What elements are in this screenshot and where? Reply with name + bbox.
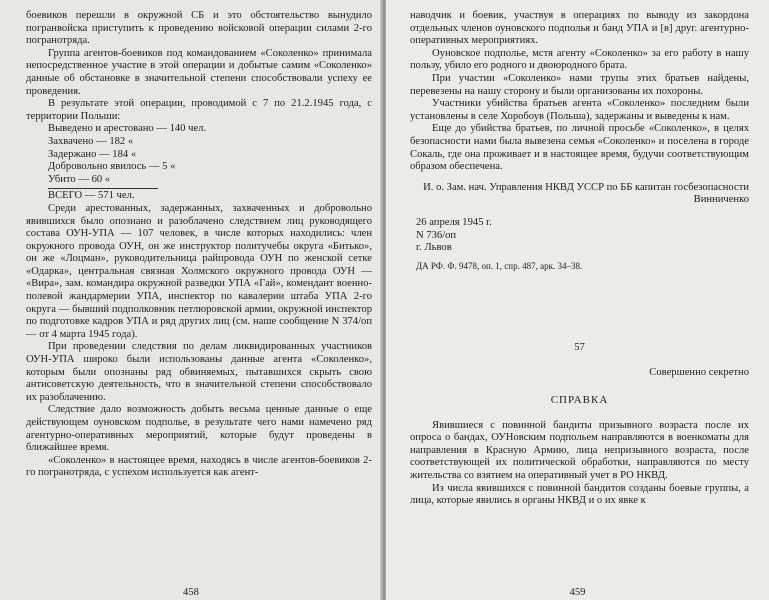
document-date: 26 апреля 1945 г. — [416, 216, 492, 228]
tally-item: Захвачено — 182 « — [48, 135, 134, 147]
document-number: N 736/оп — [416, 229, 457, 241]
right-paragraph-6: Явившиеся с повинной бандиты призывного возраста после их опроса о бандах, ОУНовским подпольем направляются в военкоматы для направления в Красную Армию, лица непризывного возраста, после соответствующей их политической обработки, направляются по месту жительства со взятием на оперативный учет в РО НКВД. — [410, 419, 749, 482]
left-paragraph-7: «Соколенко» в настоящее время, находясь в числе агентов-боевиков 2-го погранотряда, с успехом используется как агент- — [26, 454, 372, 479]
signature-block: И. о. Зам. нач. Управления НКВД УССР по ББ капитан госбезопасности Винниченко — [423, 181, 749, 206]
left-paragraph-1: боевиков перешли в окружной СБ и это обстоятельство вынудило погранвойска приступить к проведению войсковой операции силами 2-го погранотряда. — [26, 10, 372, 47]
archive-source: ДА РФ. Ф. 9478, оп. 1, спр. 487, арк. 34–38. — [416, 260, 583, 271]
page-number-left: 458 — [183, 587, 199, 598]
left-paragraph-6: Следствие дало возможность добыть весьма ценные данные о еще действующем оуновском подполье, в результате чего нами намечено ряд агентурно-оперативных мероприятий, которые будут проведены в ближайшее время. — [26, 404, 372, 454]
document-city: г. Львов — [416, 242, 452, 254]
left-paragraph-2: Группа агентов-боевиков под командованием «Соколенко» принимала непосредственное участие в этой операции и добытые самим «Соколенко» данные об обстановке в значительной степени способствовали успеху ее проведения. — [26, 47, 372, 97]
tally-item: Выведено и арестовано — 140 чел. — [48, 123, 207, 135]
classification-stamp: Совершенно секретно — [649, 366, 749, 378]
left-page — [0, 0, 382, 600]
right-paragraph-1: наводчик и боевик, участвуя в операциях по выводу из закордона отдельных членов оуновского подполья и банд УПА и [в] друг. агентурно-оперативных мероприятиях. — [410, 10, 749, 47]
document-sequence-number: 57 — [574, 341, 585, 353]
tally-item: Задержано — 184 « — [48, 148, 137, 160]
document-title: СПРАВКА — [550, 393, 609, 406]
right-page — [386, 0, 769, 600]
left-paragraph-3: В результате этой операции, проводимой с 7 по 21.2.1945 года, с территории Польши: — [26, 98, 372, 122]
right-paragraph-4: Участники убийства братьев агента «Соколенко» последним были установлены в селе Хоробоув (Польша), задержаны и выведены к нам. — [410, 98, 749, 122]
right-paragraph-2: Оуновское подполье, мстя агенту «Соколенко» за его работу в нашу пользу, убило его родного и двоюродного брата. — [410, 47, 749, 72]
page-number-right: 459 — [569, 587, 586, 598]
right-paragraph-5: Еще до убийства братьев, по личной просьбе «Соколенко», в целях безопасности нами была вывезена семья «Соколенко» и поселена в городе Сокаль, где она проживает и в настоящее время, будучи соответствующим образом обеспечена. — [410, 123, 749, 173]
tally-item: Добровольно явилось — 5 « — [48, 161, 176, 173]
left-paragraph-5: При проведении следствия по делам ликвидированных участников ОУН-УПА широко были использованы данные агента «Соколенко», которым были опознаны ряд обвиняемых, пытавшихся скрыть свою антисоветскую деятельность, что в значительной степени способствовало их разоблачению. — [26, 341, 372, 403]
left-paragraph-4: Среди арестованных, задержанных, захваченных и добровольно явившихся было опознано и разоблачено следствием лиц руководящего состава ОУН-УПА — 107 человек, в числе которых находились: член окружного провода ОУН, он же инструктор политучебы округа «Битько», он же «Лоцман», руководительница райпровода ОУН по женской сетке «Одарка», центральная связная Холмского окружного провода ОУН — «Вира», зам. командира окружной разведки УПА «Гай», комендант военно-полевой жандармерии УПА, инспектор по кавалерии штаба УПА 2-го округа — бывший подполковник петлюровской армии, окружной инспектор по подготовке кадров УПА и ряд других лиц (см. наше сообщение N 374/оп — от 4 марта 1945 года). — [26, 202, 372, 340]
right-paragraph-7: Из числа явившихся с повинной бандитов созданы боевые группы, а лица, которые явились в органы НКВД и о их явке к — [410, 482, 749, 507]
tally-total: ВСЕГО — 571 чел. — [48, 190, 135, 202]
tally-list — [26, 123, 372, 186]
total-divider — [48, 188, 158, 189]
right-paragraph-3: При участии «Соколенко» нами трупы этих братьев найдены, перевезены на нашу сторону и были организованы их похороны. — [410, 72, 749, 97]
tally-item: Убито — 60 « — [48, 173, 111, 185]
